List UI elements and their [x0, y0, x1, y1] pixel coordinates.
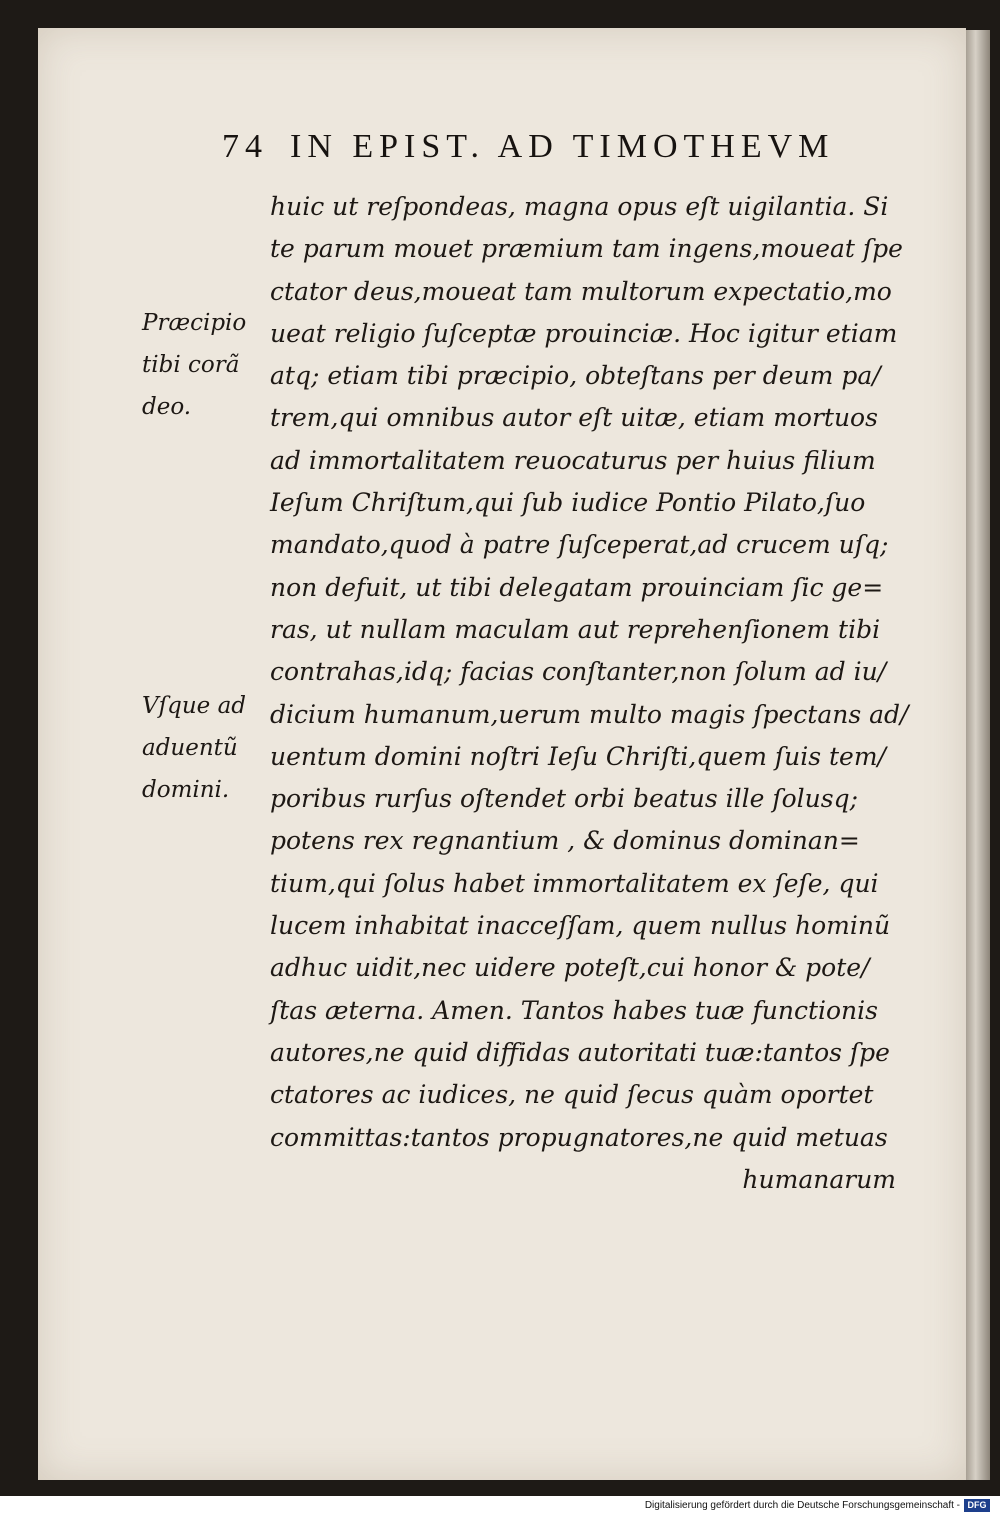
text-line: ad immortalitatem reuocaturus per huius filium	[270, 445, 876, 475]
margin-note-line: Vſque ad	[142, 693, 247, 719]
page-number: 74	[222, 128, 268, 165]
catchword: humanarum	[742, 1164, 896, 1194]
margin-note-praecipio	[142, 302, 272, 428]
text-line: lucem inhabitat inacceſſam, quem nullus hominũ	[270, 911, 891, 941]
margin-note-usque-ad-aduentum	[142, 685, 272, 811]
text-line: te parum mouet præmium tam ingens,moueat ſpe	[270, 234, 903, 264]
margin-note-line: aduentũ	[142, 735, 238, 761]
text-line: uentum domini noſtri Ieſu Chriſti,quem ſuis tem/	[270, 741, 886, 771]
text-line: trem,qui omnibus autor eſt uitæ, etiam mortuos	[270, 403, 878, 433]
text-line: committas:tantos propugnatores,ne quid metuas	[270, 1122, 888, 1152]
text-line: Ieſum Chriſtum,qui ſub iudice Pontio Pilato,ſuo	[270, 488, 866, 518]
footer-bar	[0, 1496, 1000, 1518]
text-line: ctator deus,moueat tam multorum expectatio,mo	[270, 276, 892, 306]
margin-note-line: domini.	[142, 777, 230, 803]
text-line: tium,qui ſolus habet immortalitatem ex ſeſe, qui	[270, 868, 879, 898]
text-line: non defuit, ut tibi delegatam prouinciam ſic ge=	[270, 572, 884, 602]
text-line: adhuc uidit,nec uidere poteſt,cui honor & pote/	[270, 953, 870, 983]
page-edge	[966, 30, 990, 1480]
text-line: poribus rurſus oſtendet orbi beatus ille ſolusq;	[270, 784, 859, 814]
text-line: autores,ne quid diffidas autoritati tuæ:tantos ſpe	[270, 1037, 890, 1067]
text-line: potens rex regnantium , & dominus dominan=	[270, 826, 860, 856]
main-text-block	[270, 186, 920, 1201]
margin-note-line: deo.	[142, 394, 192, 420]
text-line: atq; etiam tibi præcipio, obteſtans per deum pa/	[270, 361, 881, 391]
text-line: mandato,quod à patre ſuſceperat,ad crucem uſq;	[270, 530, 889, 560]
running-header	[222, 128, 942, 172]
text-line: contrahas,idq; facias conſtanter,non ſolum ad iu/	[270, 657, 887, 687]
text-line: huic ut reſpondeas, magna opus eſt uigilantia. Si	[270, 192, 889, 221]
text-line: ſtas æterna. Amen. Tantos habes tuæ functionis	[270, 995, 878, 1025]
text-line: ueat religio ſuſceptæ prouinciæ. Hoc igitur etiam	[270, 318, 898, 348]
text-line: dicium humanum,uerum multo magis ſpectans ad/	[270, 699, 909, 729]
dfg-logo-icon[interactable]: DFG	[964, 1499, 990, 1512]
text-line: ctatores ac iudices, ne quid ſecus quàm oportet	[270, 1080, 874, 1110]
margin-note-line: tibi corã	[142, 352, 240, 378]
margin-note-line: Præcipio	[142, 310, 247, 336]
text-line: ras, ut nullam maculam aut reprehenſionem tibi	[270, 614, 881, 644]
running-title: IN EPIST. AD TIMOTHEVM	[290, 128, 835, 165]
funding-note: Digitalisierung gefördert durch die Deutsche Forschungsgemeinschaft -	[644, 1500, 960, 1511]
